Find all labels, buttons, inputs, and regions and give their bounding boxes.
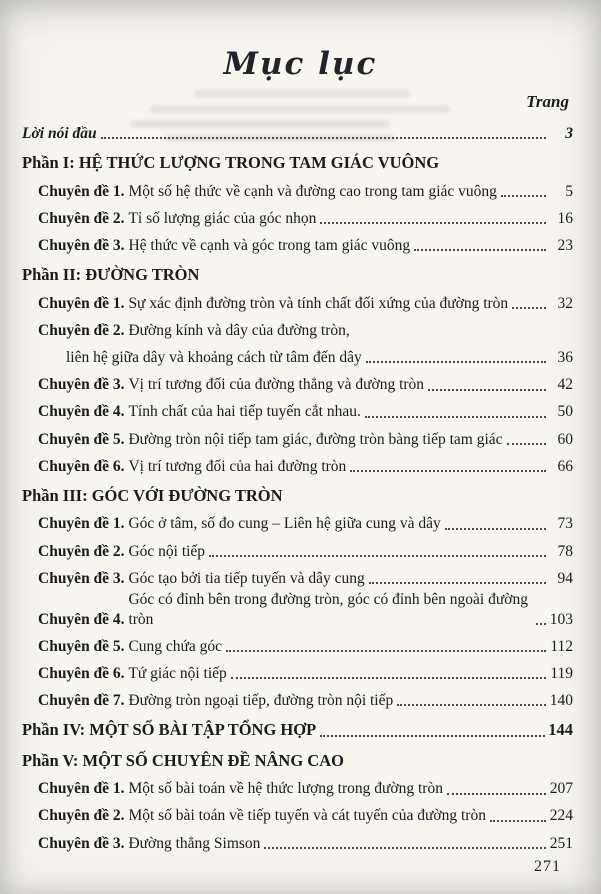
toc-entry-prefix: Chuyên đề 2. [38,542,129,560]
toc-part-heading [22,714,573,743]
toc-entry [22,509,573,536]
toc-entry-prefix: Chuyên đề 3. [38,834,129,852]
dot-leader [507,443,546,445]
toc-entry-label: Một số bài toán về hệ thức lượng trong đường tròn [128,780,443,798]
toc-entry-prefix: Chuyên đề 3. [38,236,129,254]
toc-entry-label: Cung chứa góc [128,637,223,655]
toc-entry-page: 42 [557,376,573,394]
toc-entry-label: Tỉ số lượng giác của góc nhọn [128,209,317,227]
toc-entry [22,801,573,828]
toc-entry-page: 50 [557,403,573,421]
toc-entry-label: Hệ thức về cạnh và góc trong tam giác vuông [128,236,411,254]
toc-entry [22,342,573,369]
toc-entry-page: 78 [557,542,573,560]
toc-entry [22,590,573,631]
toc-part-heading [22,147,573,176]
toc-entry-page: 251 [549,834,573,852]
toc-entry-page: 5 [565,182,573,200]
toc-entry [22,176,573,203]
toc-entry-label: Đường kính và dây của đường tròn, [128,321,350,339]
toc-entry-prefix: Chuyên đề 3. [38,376,129,394]
toc-entry-label: Góc ở tâm, số đo cung – Liên hệ giữa cung và dây [128,515,441,533]
toc-entry-label: Phần V: MỘT SỐ CHUYÊN ĐỀ NÂNG CAO [22,750,344,770]
dot-leader [264,847,546,849]
toc-entry-prefix: Chuyên đề 5. [38,637,129,655]
toc-entry-label: Vị trí tương đối của hai đường tròn [128,457,347,475]
toc-entry-page: 3 [565,124,573,142]
toc-entry-page: 140 [549,692,573,710]
toc-entry [22,773,573,800]
toc-entry-prefix: Chuyên đề 1. [38,515,129,533]
toc-entry-prefix: Chuyên đề 6. [38,457,129,475]
toc-entry-label: Phần II: ĐƯỜNG TRÒN [22,265,200,285]
toc-entry-label: Vị trí tương đối của đường thẳng và đường tròn [128,376,425,394]
dot-leader [490,820,546,822]
toc-entry-prefix: Chuyên đề 4. [38,610,129,628]
toc-entry-page: 16 [557,209,573,227]
toc-entry-page: 66 [557,457,573,475]
toc-part-heading [22,745,573,774]
toc-entry-label: Một số bài toán về tiếp tuyến và cát tuyến của đường tròn [128,807,486,825]
toc-entry-prefix: Chuyên đề 4. [38,403,129,421]
toc-entry-page: 36 [557,348,573,366]
toc-entry-prefix: Chuyên đề 5. [38,430,129,448]
toc-entry-label: Góc tạo bởi tia tiếp tuyến và dây cung [128,569,365,587]
dot-leader [414,249,546,251]
toc-part-heading [22,259,573,288]
dot-leader [428,389,546,391]
dot-leader [397,704,546,706]
toc-list [0,118,601,855]
toc-entry-page: 94 [557,569,573,587]
toc-entry [22,203,573,230]
toc-entry-label: Tứ giác nội tiếp [128,664,227,682]
toc-entry [22,118,573,145]
toc-part-heading [22,480,573,509]
toc-entry [22,658,573,685]
toc-entry [22,563,573,590]
toc-entry [22,536,573,563]
toc-entry [22,451,573,478]
toc-entry [22,369,573,396]
dot-leader [226,650,546,652]
dot-leader [447,793,546,795]
dot-leader [320,222,546,224]
toc-entry-prefix: Chuyên đề 1. [38,294,129,312]
toc-entry-prefix: Chuyên đề 2. [38,321,129,339]
toc-entry-label: Phần III: GÓC VỚI ĐƯỜNG TRÒN [22,485,283,505]
toc-entry-label: Đường thẳng Simson [128,834,261,852]
toc-entry-page: 23 [557,236,573,254]
toc-entry-page: 224 [549,807,573,825]
dot-leader [445,528,546,530]
toc-entry-label: Phần I: HỆ THỨC LƯỢNG TRONG TAM GIÁC VUÔNG [22,153,440,173]
toc-entry [22,315,573,342]
toc-entry-label: liên hệ giữa dây và khoảng cách từ tâm đến dây [66,348,362,366]
toc-entry-page: 144 [548,720,573,740]
toc-entry-page: 60 [557,430,573,448]
toc-entry-page: 73 [557,515,573,533]
toc-entry-prefix: Chuyên đề 1. [38,780,129,798]
toc-entry [22,288,573,315]
toc-entry-prefix: Chuyên đề 6. [38,664,129,682]
dot-leader [501,195,546,197]
toc-entry-page: 207 [549,780,573,798]
dot-leader [365,416,546,418]
dot-leader [101,137,546,139]
dot-leader [231,677,546,679]
toc-entry-prefix: Chuyên đề 2. [38,209,129,227]
toc-entry-label: Một số hệ thức về cạnh và đường cao trong tam giác vuông [128,182,497,200]
page-number: 271 [534,858,561,875]
toc-entry [22,230,573,257]
dot-leader [209,555,546,557]
dot-leader [536,623,546,625]
toc-entry-label: Góc nội tiếp [128,542,206,560]
toc-entry-page: 112 [550,637,573,655]
toc-entry-label: Góc có đỉnh bên trong đường tròn, góc có đỉnh bên ngoài đường tròn [128,591,528,628]
toc-entry [22,397,573,424]
toc-entry-page: 119 [550,664,573,682]
dot-leader [366,361,546,363]
toc-entry-label: Phần IV: MỘT SỐ BÀI TẬP TỔNG HỢP [22,720,317,740]
toc-entry-prefix: Chuyên đề 2. [38,807,129,825]
toc-entry [22,424,573,451]
toc-entry-page: 32 [557,294,573,312]
toc-entry-prefix: Chuyên đề 3. [38,569,129,587]
toc-entry [22,685,573,712]
toc-entry-label: Đường tròn ngoại tiếp, đường tròn nội tiếp [128,692,394,710]
toc-entry-label: Tính chất của hai tiếp tuyến cắt nhau. [128,403,361,421]
toc-entry-label: Đường tròn nội tiếp tam giác, đường tròn bàng tiếp tam giác [128,430,503,448]
dot-leader [350,470,546,472]
toc-entry-label: Lời nói đầu [22,124,97,142]
toc-entry-page: 103 [549,610,573,628]
toc-entry-prefix: Chuyên đề 1. [38,182,129,200]
dot-leader [512,307,546,309]
toc-entry-prefix: Chuyên đề 7. [38,692,129,710]
page-column-header: Trang [526,92,569,111]
dot-leader [369,582,546,584]
toc-entry [22,631,573,658]
toc-entry-label: Sự xác định đường tròn và tính chất đối xứng của đường tròn [128,294,509,312]
dot-leader [320,735,545,737]
page-title: Mục lục [223,46,378,82]
toc-entry [22,828,573,855]
